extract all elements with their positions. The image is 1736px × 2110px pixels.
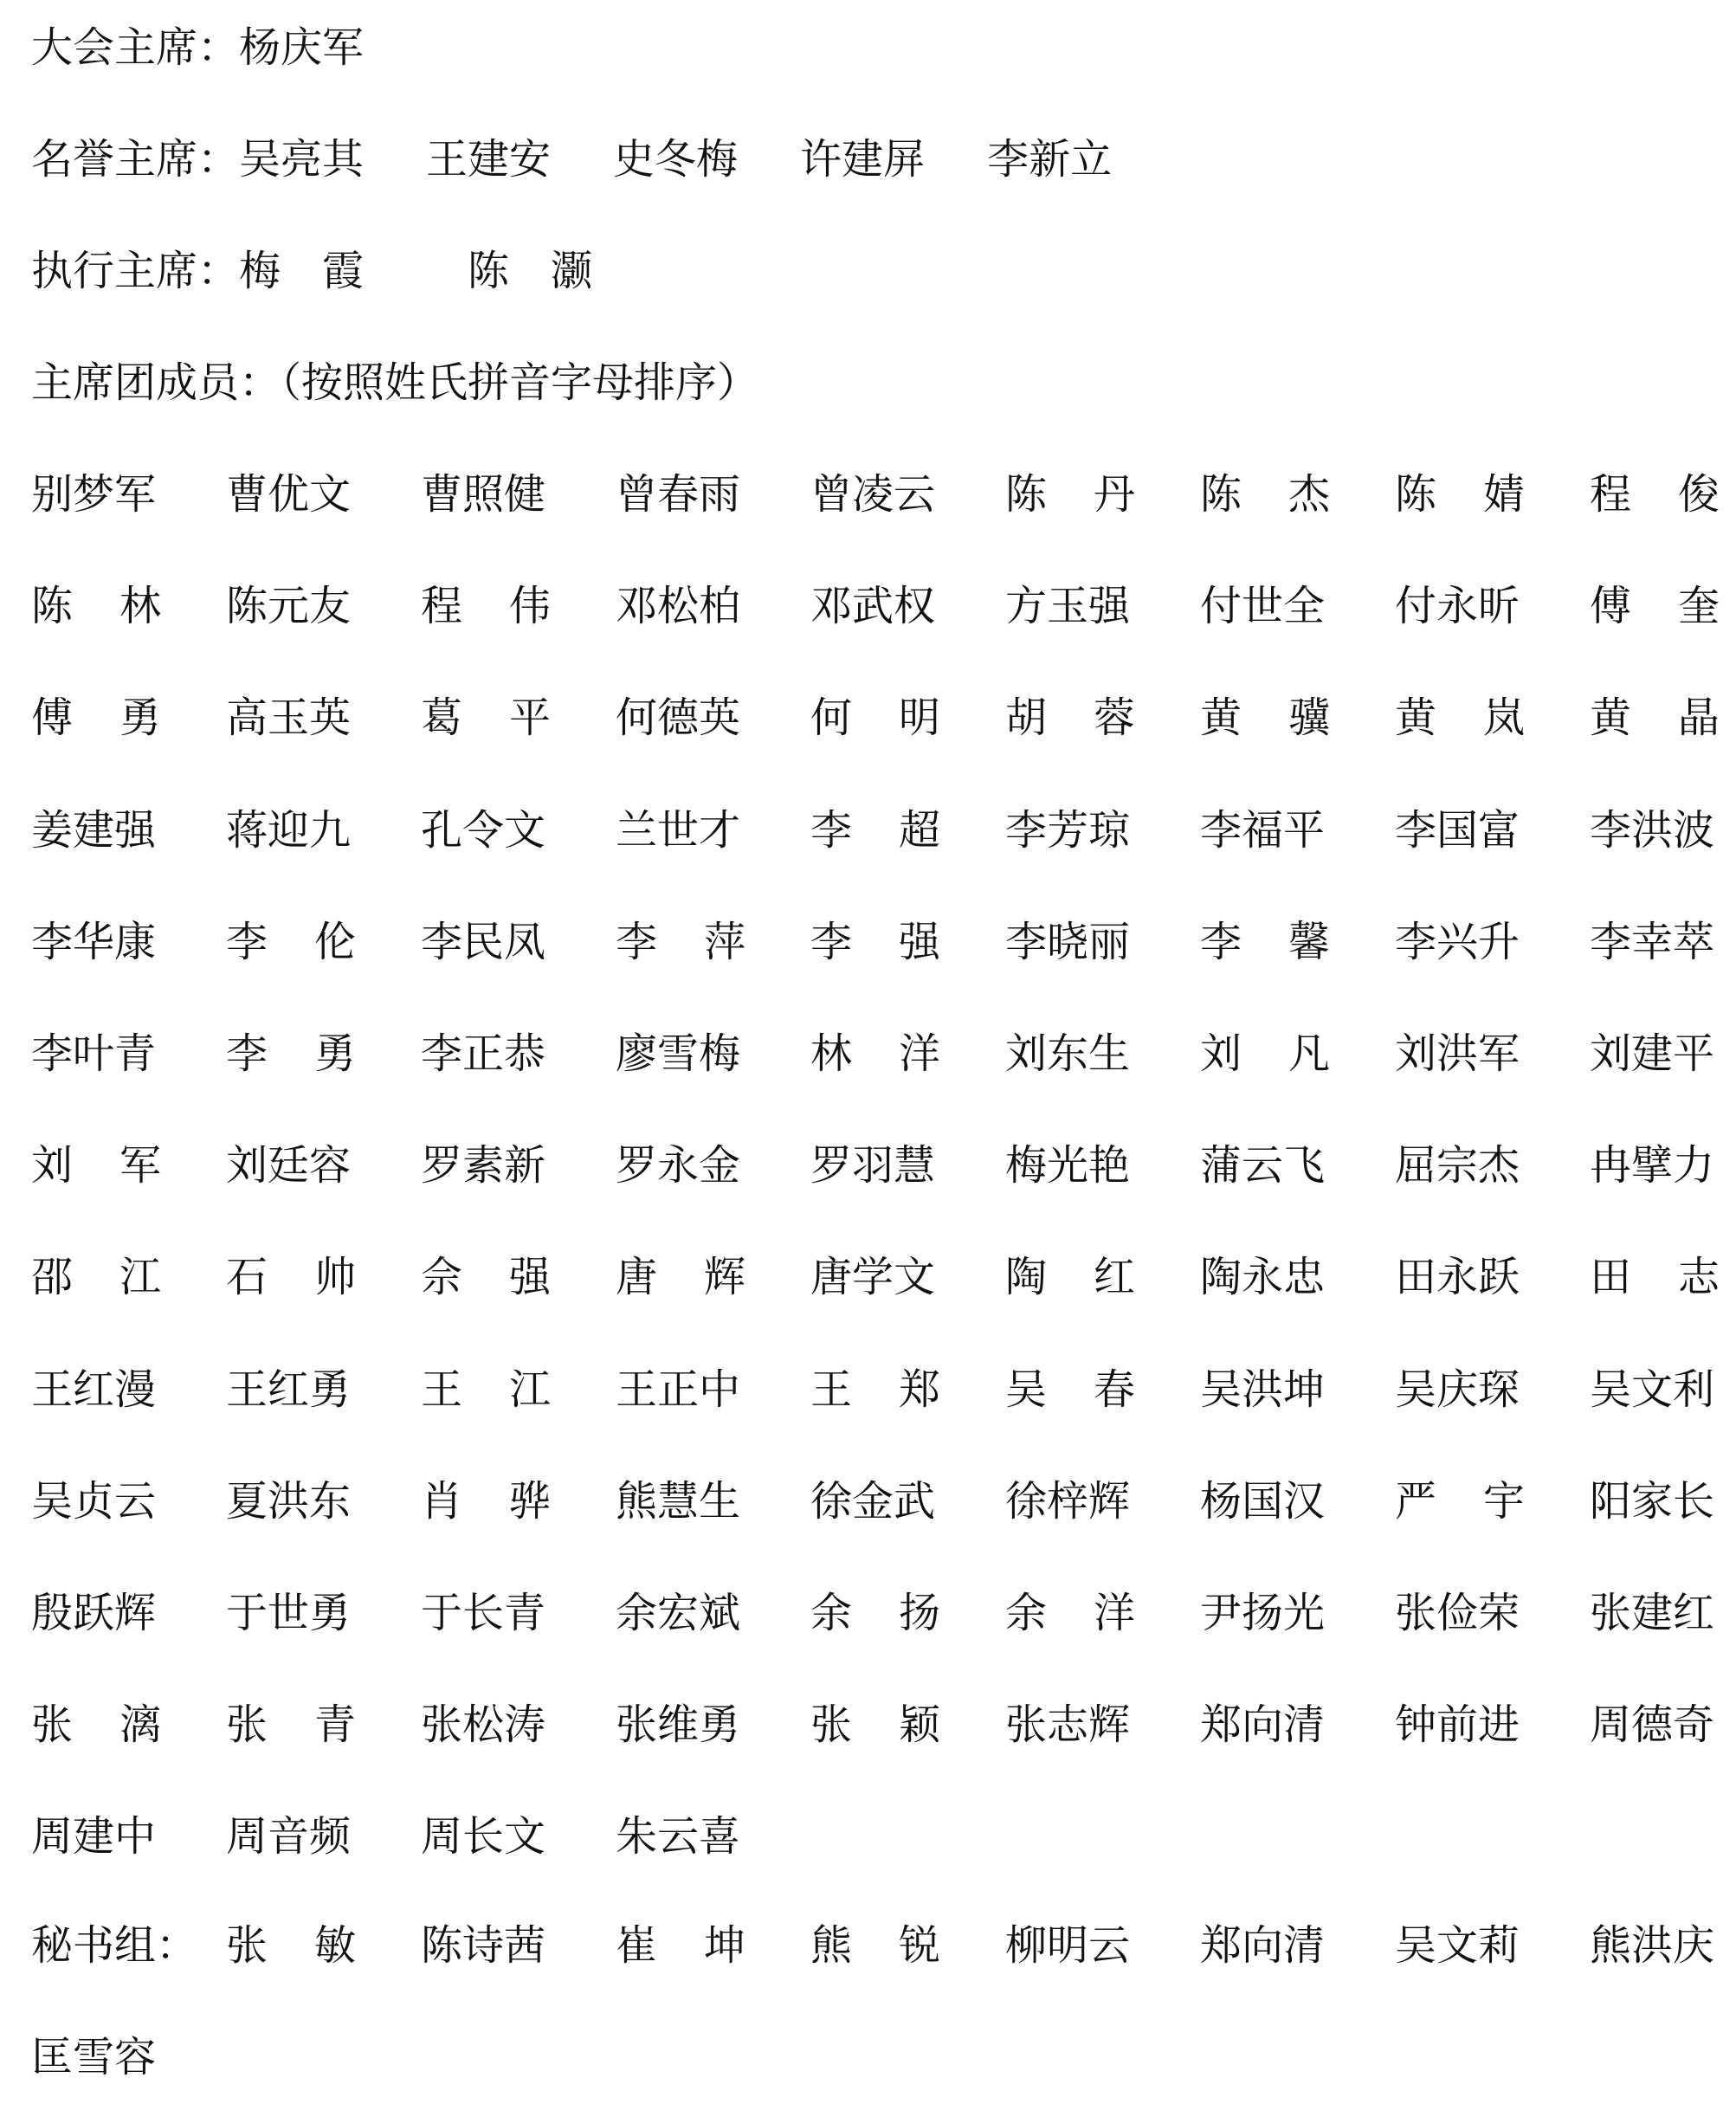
- member-name: 李晓丽: [1005, 918, 1131, 966]
- member-name: 吴庆琛: [1395, 1365, 1520, 1414]
- member-name: 吴文利: [1590, 1365, 1715, 1414]
- member-name: 别梦军: [31, 470, 157, 519]
- member-name: 于长青: [421, 1589, 546, 1637]
- member-name: 夏洪东: [226, 1477, 352, 1526]
- line-executive-chairs: [31, 236, 696, 306]
- person-name: 梅霞: [239, 247, 406, 295]
- member-name: 张维勇: [616, 1700, 741, 1749]
- member-name: 周德奇: [1590, 1700, 1715, 1749]
- member-name: 蒲云飞: [1200, 1141, 1326, 1190]
- member-name: 何 明: [810, 694, 940, 742]
- member-name: 蒋迎九: [226, 806, 352, 855]
- member-name: 陈 林: [31, 582, 161, 630]
- member-name: 方玉强: [1005, 582, 1131, 630]
- member-name: 柳明云: [1005, 1921, 1131, 1970]
- member-name: 熊慧生: [616, 1477, 741, 1526]
- member-name: 石 帅: [226, 1253, 356, 1301]
- member-name: 刘洪军: [1395, 1029, 1520, 1078]
- member-name: 付永昕: [1395, 582, 1520, 630]
- label-conference-chair: 大会主席：: [31, 23, 240, 72]
- member-name: 王红勇: [226, 1365, 352, 1414]
- member-name: 李正恭: [421, 1029, 546, 1078]
- member-name: 刘 凡: [1200, 1029, 1330, 1078]
- person-name: 陈灏: [468, 247, 635, 295]
- person-name: 史冬梅: [613, 135, 739, 184]
- person-name: 许建屏: [800, 135, 926, 184]
- person-name: 杨庆军: [239, 23, 365, 72]
- member-name: 李 强: [810, 918, 940, 966]
- member-name: 何德英: [616, 694, 741, 742]
- member-name: 吴洪坤: [1200, 1365, 1326, 1414]
- member-name: 傅 奎: [1590, 582, 1720, 630]
- member-name: 于世勇: [226, 1589, 352, 1637]
- member-name: 孔令文: [421, 806, 546, 855]
- member-name: 邓松柏: [616, 582, 741, 630]
- member-name: 李 馨: [1200, 918, 1330, 966]
- member-name: 黄 骥: [1200, 694, 1330, 742]
- member-name: 唐学文: [810, 1253, 936, 1301]
- names-honorary-chairs: [239, 125, 1174, 194]
- member-name: 唐 辉: [616, 1253, 745, 1301]
- member-name: 林 洋: [810, 1029, 940, 1078]
- member-name: 刘东生: [1005, 1029, 1131, 1078]
- label-honorary-chairs: 名誉主席：: [31, 135, 240, 184]
- member-name: 肖 骅: [421, 1477, 551, 1526]
- member-name: 张 颖: [810, 1700, 940, 1749]
- member-name: 程 俊: [1590, 470, 1720, 519]
- member-name: 余 洋: [1005, 1589, 1135, 1637]
- member-name: 尹扬光: [1200, 1589, 1326, 1637]
- line-presidium-heading: [31, 348, 758, 417]
- member-name: 严 宇: [1395, 1477, 1525, 1526]
- names-executive-chairs: [239, 236, 696, 306]
- member-name: 殷跃辉: [31, 1589, 157, 1637]
- person-name: 李新立: [987, 135, 1113, 184]
- member-name: 张松涛: [421, 1700, 546, 1749]
- member-name: 张志辉: [1005, 1700, 1131, 1749]
- member-name: 曹优文: [226, 470, 352, 519]
- member-name: 李 超: [810, 806, 940, 855]
- member-name: 胡 蓉: [1005, 694, 1135, 742]
- person-name: 王建安: [426, 135, 552, 184]
- member-name: 葛 平: [421, 694, 551, 742]
- member-name: 周长文: [421, 1812, 546, 1861]
- member-name: 崔 坤: [616, 1921, 745, 1970]
- member-name: 阳家长: [1590, 1477, 1715, 1526]
- member-name: 刘廷容: [226, 1141, 352, 1190]
- member-name: 郑向清: [1200, 1700, 1326, 1749]
- member-name: 王红漫: [31, 1365, 157, 1414]
- member-name: 陈元友: [226, 582, 352, 630]
- member-name: 邵 江: [31, 1253, 161, 1301]
- member-name: 王 郑: [810, 1365, 940, 1414]
- member-name: 姜建强: [31, 806, 157, 855]
- member-name: 廖雪梅: [616, 1029, 741, 1078]
- member-name: 李华康: [31, 918, 157, 966]
- member-name: 田 志: [1590, 1253, 1720, 1301]
- line-honorary-chairs: [31, 125, 1174, 194]
- line-conference-chair: [31, 13, 426, 82]
- label-secretariat: 秘书组：: [31, 1921, 198, 1970]
- member-name: 黄 岚: [1395, 694, 1525, 742]
- member-name: 刘 军: [31, 1141, 161, 1190]
- member-name: 钟前进: [1395, 1700, 1520, 1749]
- member-name: 陈 婧: [1395, 470, 1525, 519]
- member-name: 李兴升: [1395, 918, 1520, 966]
- member-name: 刘建平: [1590, 1029, 1715, 1078]
- member-name: 程 伟: [421, 582, 551, 630]
- member-name: 熊 锐: [810, 1921, 940, 1970]
- member-name: 周音频: [226, 1812, 352, 1861]
- member-name: 熊洪庆: [1590, 1921, 1715, 1970]
- member-name: 陈 丹: [1005, 470, 1135, 519]
- member-name: 张 敏: [226, 1921, 356, 1970]
- member-name: 傅 勇: [31, 694, 161, 742]
- member-name: 吴 春: [1005, 1365, 1135, 1414]
- member-name: 吴文莉: [1395, 1921, 1520, 1970]
- member-name: 李 勇: [226, 1029, 356, 1078]
- member-name: 李民凤: [421, 918, 546, 966]
- member-name: 屈宗杰: [1395, 1141, 1520, 1190]
- member-name: 周建中: [31, 1812, 157, 1861]
- names-conference-chair: [239, 13, 426, 82]
- member-name: 李叶青: [31, 1029, 157, 1078]
- member-name: 徐金武: [810, 1477, 936, 1526]
- member-name: 王正中: [616, 1365, 741, 1414]
- member-name: 罗羽慧: [810, 1141, 936, 1190]
- member-name: 杨国汉: [1200, 1477, 1326, 1526]
- member-name: 兰世才: [616, 806, 741, 855]
- member-name: 梅光艳: [1005, 1141, 1131, 1190]
- member-name: 罗永金: [616, 1141, 741, 1190]
- member-name: 李洪波: [1590, 806, 1715, 855]
- member-name: 郑向清: [1200, 1921, 1326, 1970]
- member-name: 徐梓辉: [1005, 1477, 1131, 1526]
- member-name: 冉擘力: [1590, 1141, 1715, 1190]
- member-name: 陈诗茜: [421, 1921, 546, 1970]
- label-presidium: 主席团成员：（按照姓氏拼音字母排序）: [31, 358, 759, 407]
- member-name: 张 漓: [31, 1700, 161, 1749]
- member-name: 李幸萃: [1590, 918, 1715, 966]
- member-name: 李 伦: [226, 918, 356, 966]
- member-name: 曹照健: [421, 470, 546, 519]
- label-executive-chairs: 执行主席：: [31, 247, 240, 295]
- member-name: 陶永忠: [1200, 1253, 1326, 1301]
- member-name: 高玉英: [226, 694, 352, 742]
- member-name: 李芳琼: [1005, 806, 1131, 855]
- member-name: 罗素新: [421, 1141, 546, 1190]
- member-name: 匡雪容: [31, 2033, 157, 2081]
- member-name: 黄 晶: [1590, 694, 1720, 742]
- member-name: 曾春雨: [616, 470, 741, 519]
- member-name: 付世全: [1200, 582, 1326, 630]
- member-name: 邓武权: [810, 582, 936, 630]
- member-name: 佘 强: [421, 1253, 551, 1301]
- member-name: 张俭荣: [1395, 1589, 1520, 1637]
- member-name: 王 江: [421, 1365, 551, 1414]
- member-name: 余 扬: [810, 1589, 940, 1637]
- member-name: 李 萍: [616, 918, 745, 966]
- member-name: 张 青: [226, 1700, 356, 1749]
- member-name: 陶 红: [1005, 1253, 1135, 1301]
- member-name: 田永跃: [1395, 1253, 1520, 1301]
- member-name: 曾凌云: [810, 470, 936, 519]
- member-name: 李国富: [1395, 806, 1520, 855]
- member-name: 张建红: [1590, 1589, 1715, 1637]
- member-name: 陈 杰: [1200, 470, 1330, 519]
- member-name: 朱云喜: [616, 1812, 741, 1861]
- member-name: 吴贞云: [31, 1477, 157, 1526]
- member-name: 余宏斌: [616, 1589, 741, 1637]
- member-name: 李福平: [1200, 806, 1326, 855]
- person-name: 吴亮其: [239, 135, 365, 184]
